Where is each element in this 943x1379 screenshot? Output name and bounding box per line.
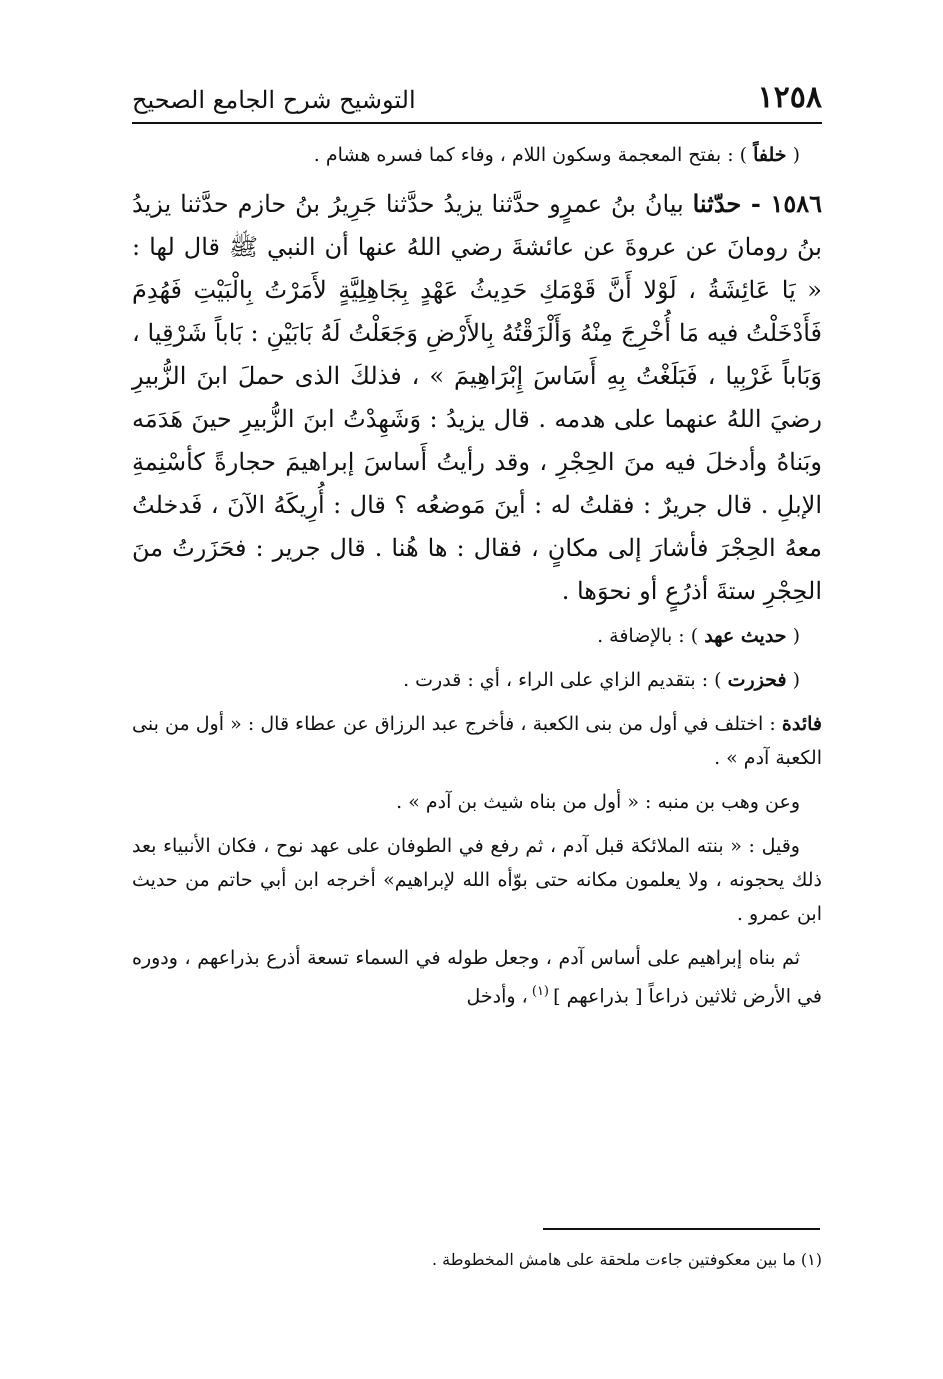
gloss-term: فحزرت: [727, 669, 787, 691]
gloss-term: خلفاً: [753, 144, 787, 166]
benefit-paragraph: [132, 707, 822, 775]
benefit-text: : اختلف في أول من بنى الكعبة ، فأخرج عبد الرزاق عن عطاء قال : « أول من بنى الكعبة آدم » .: [132, 713, 822, 769]
gloss-hadith-ahd: [132, 619, 822, 653]
running-title: التوشيح شرح الجامع الصحيح: [132, 86, 416, 114]
hadith-text: بيانُ بنُ عمرٍو حدَّثنا يزيدُ حدَّثنا جَرِيرُ بنُ حازم حدَّثنا يزيدُ بنُ رومانَ عن عروةَ عن عائشةَ رضي اللهُ عنها أن النبي ﷺ قال لها : « يَا عَائِشَةُ ، لَوْلا أَنَّ قَوْمَكِ حَدِيثُ عَهْدٍ بِجَاهِلِيَّةٍ لأَمَرْتُ بِالْبَيْتِ فَهُدِمَ فَأَدْخَلْتُ فيه مَا أُخْرِجَ مِنْهُ وَأَلْزَقْتُهُ بِالأَرْضِ وَجَعَلْتُ لَهُ بَابَيْنِ : بَاباً شَرْقِيا ، وَبَاباً غَرْبِيا ، فَبَلَغْتُ بِهِ أَسَاسَ إِبْرَاهِيمَ » ، فذلكَ الذى حملَ ابنَ الزُّبيرِ رضيَ اللهُ عنهما على هدمه . قال يزيدُ : وَشَهِدْتُ ابنَ الزُّبيرِ حينَ هَدَمَه وبَناهُ وأدخلَ فيه منَ الحِجْرِ ، وقد رأيتُ أَساسَ إبراهيمَ حجارةً كأسْنِمةِ الإبلِ . قال جريرٌ : فقلتُ له : أينَ مَوضعُه ؟ قال : أُرِيكَهُ الآنَ ، فَدخلتُ معهُ الحِجْرَ فأشارَ إلى مكانٍ ، فقال : ها هُنا . قال جرير : فحَزَرتُ منَ الحِجْرِ ستةَ أذرُعٍ أو نحوَها .: [132, 190, 823, 605]
thumma-text: ثم بناه إبراهيم على أساس آدم ، وجعل طوله في السماء تسعة أذرع بذراعهم ، ودوره في الأرض ثلاثين ذراعاً [ بذراعهم ]: [132, 947, 822, 1008]
hadith-intro: - حدّثنا: [692, 189, 771, 218]
gloss-open: (: [786, 669, 800, 691]
gloss-text: ) : بفتح المعجمة وسكون اللام ، وفاء كما فسره هشام .: [313, 144, 754, 166]
gloss-fahazart: [132, 663, 822, 697]
footnote-reference[interactable]: (١): [527, 984, 554, 999]
gloss-khalfan: [132, 138, 822, 172]
thumma-paragraph: [132, 941, 822, 1013]
benefit-term: فائدة: [781, 713, 822, 735]
wahb-paragraph: وعن وهب بن منبه : « أول من بناه شيث بن آدم » .: [396, 791, 800, 813]
footnote-separator: [543, 1228, 820, 1230]
gloss-open: (: [786, 625, 800, 647]
page-body: [132, 138, 822, 1023]
qila-paragraph: وقيل : « بنته الملائكة قبل آدم ، ثم رفع في الطوفان على عهد نوح ، فكان الأنبياء بعد ذلك يحجونه ، ولا يعلمون مكانه حتى بوّأه الله لإبراهيم» أخرجه ابن أبي حاتم من حديث ابن عمرو .: [132, 835, 822, 925]
page-number: ١٢٥٨: [757, 80, 822, 115]
footnote: (١) ما بين معكوفتين جاءت ملحقة على هامش المخطوطة .: [431, 1250, 822, 1269]
gloss-open: (: [786, 144, 800, 166]
thumma-tail: ، وأدخل: [466, 985, 528, 1008]
gloss-term: حديث عهد: [704, 625, 787, 647]
gloss-text: ) : بالإضافة .: [597, 625, 705, 647]
page-header: [132, 78, 822, 124]
gloss-text: ) : بتقديم الزاي على الراء ، أي : قدرت .: [403, 669, 728, 691]
hadith-number: ١٥٨٦: [770, 189, 823, 218]
hadith-paragraph: [132, 182, 822, 613]
